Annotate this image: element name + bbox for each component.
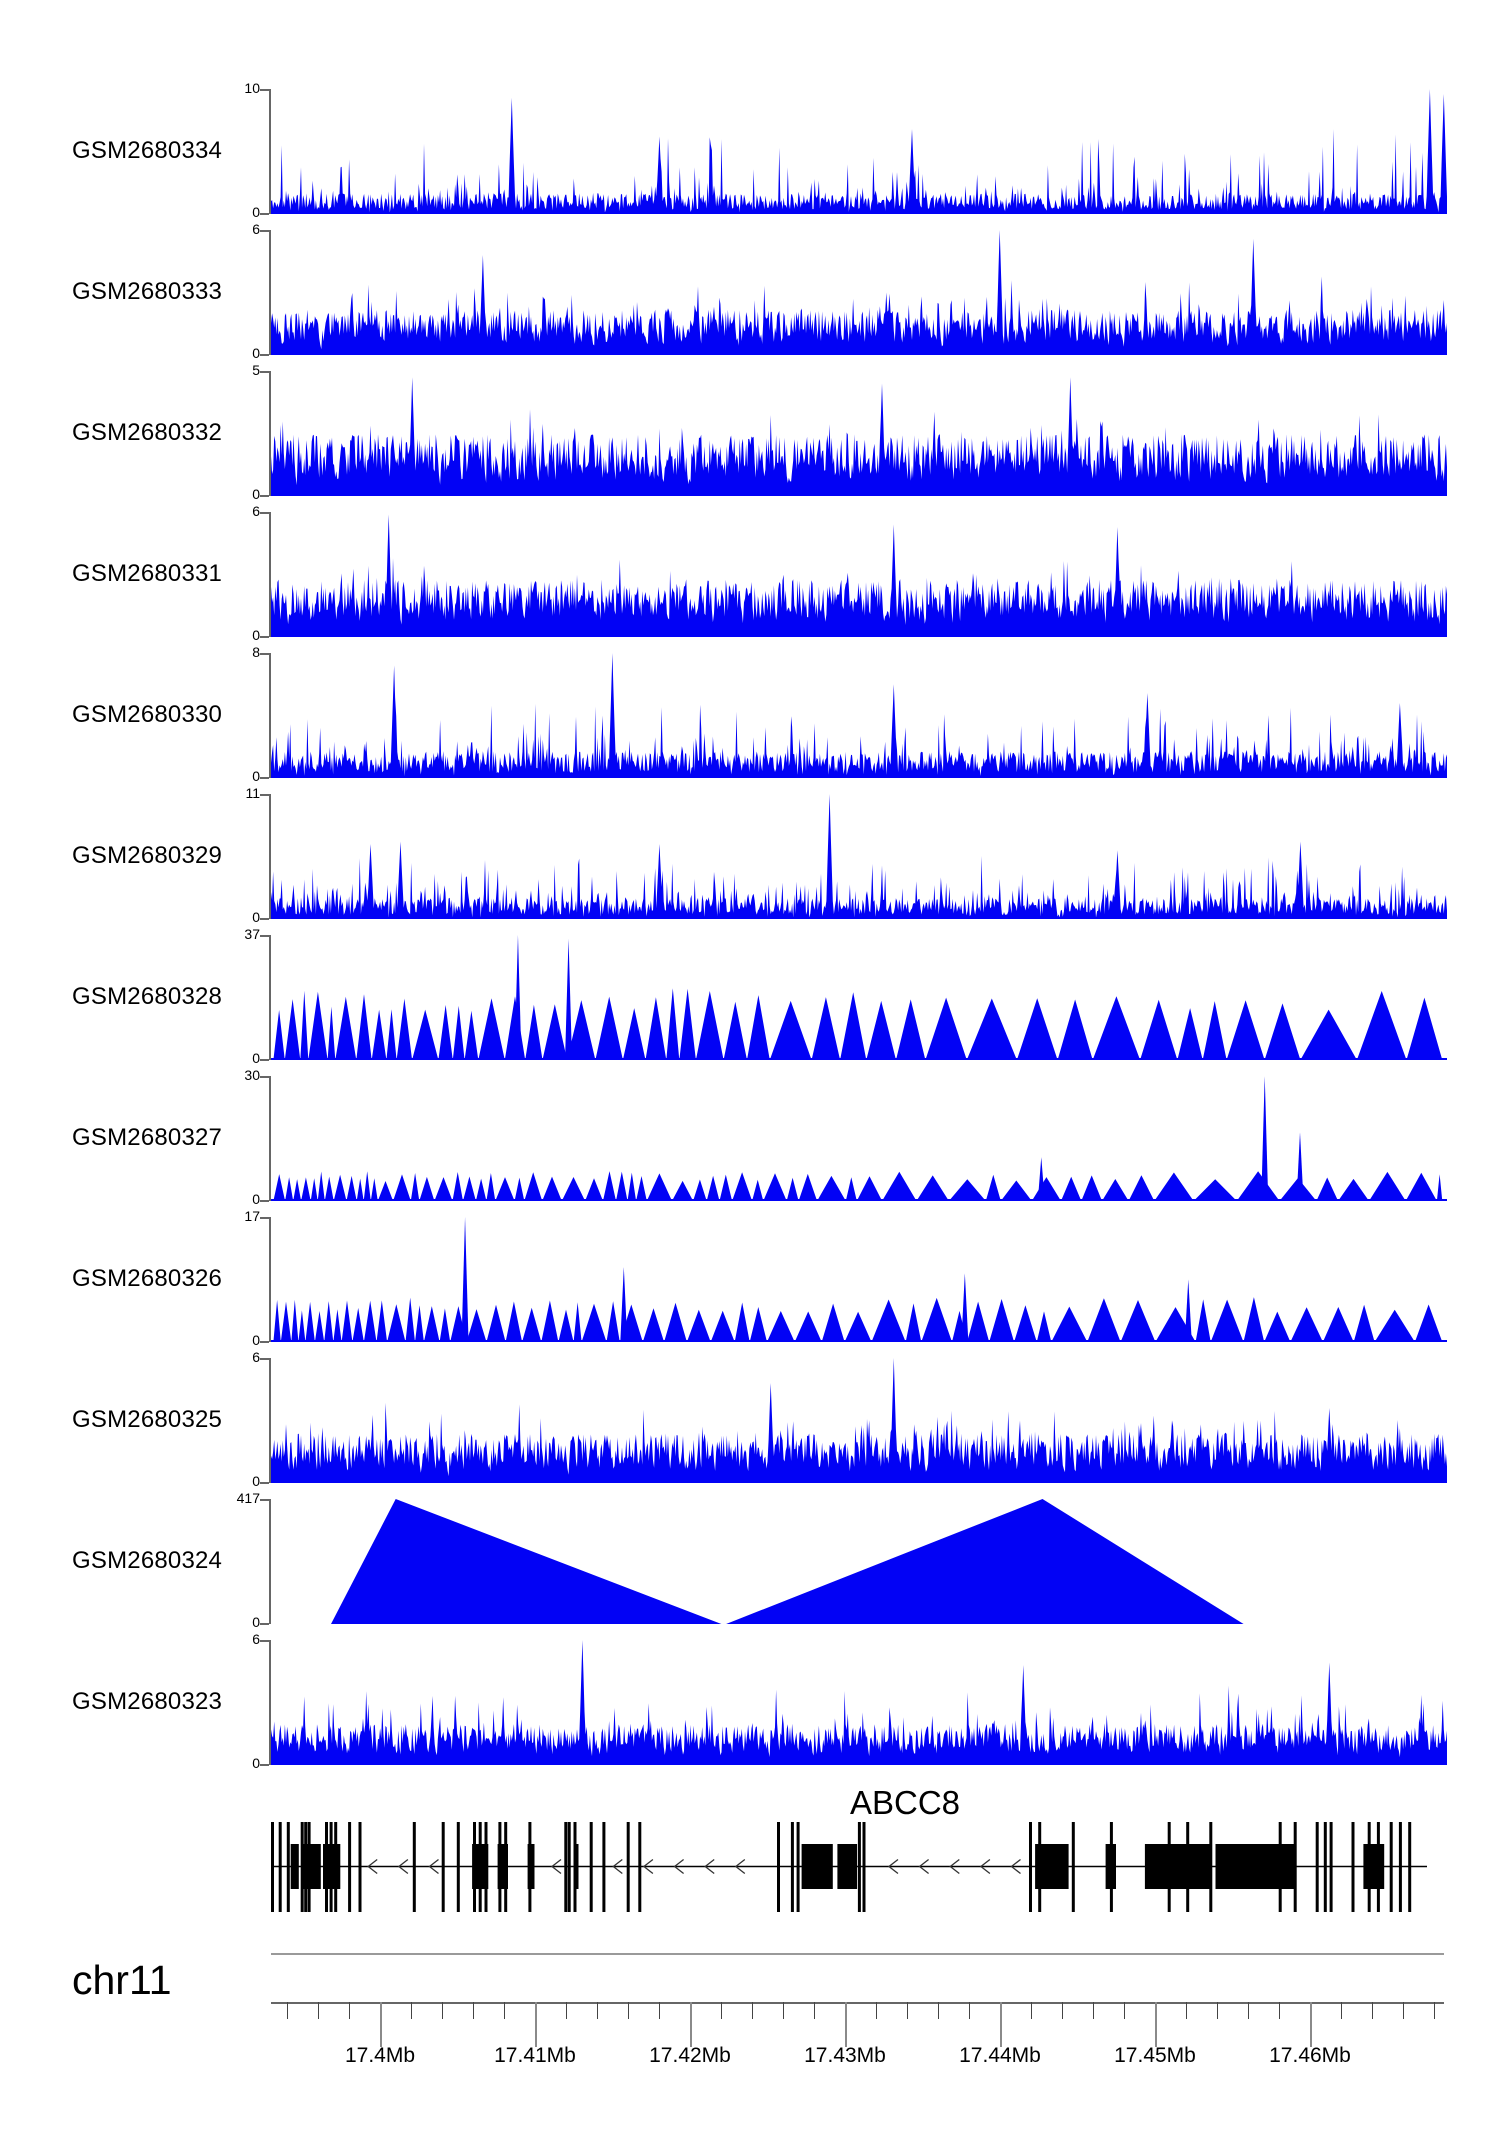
exon-line [442, 1822, 445, 1912]
exon-line [279, 1822, 282, 1912]
track-ymax-label: 17 [244, 1208, 260, 1224]
exon-box [1145, 1844, 1210, 1889]
axis-major-tick [1000, 2002, 1002, 2047]
axis-minor-tick [566, 2002, 567, 2019]
separator-line [271, 1953, 1444, 1955]
axis-minor-tick [1279, 2002, 1280, 2019]
axis-major-tick [845, 2002, 847, 2047]
track-ymax-tick [260, 1076, 269, 1078]
track-ymax-tick [260, 371, 269, 373]
coverage-waveform [271, 371, 1447, 497]
axis-minor-tick [783, 2002, 784, 2019]
axis-minor-tick [969, 2002, 970, 2019]
track-ymax-label: 10 [244, 80, 260, 96]
track-ymax-label: 6 [252, 1349, 260, 1365]
axis-tick-label: 17.46Mb [1269, 2044, 1351, 2067]
track-zero-tick [260, 1341, 269, 1343]
axis-minor-tick [628, 2002, 629, 2019]
exon-line [413, 1822, 416, 1912]
coverage-waveform [271, 89, 1447, 215]
track-zero-label: 0 [252, 627, 260, 643]
exon-line [1072, 1822, 1075, 1912]
coverage-waveform [271, 230, 1447, 356]
axis-minor-tick [411, 2002, 412, 2019]
exon-box [498, 1844, 508, 1889]
exon-box [323, 1844, 340, 1889]
track-zero-label: 0 [252, 909, 260, 925]
track-ymax-tick [260, 1217, 269, 1219]
exon-line [1399, 1822, 1402, 1912]
track-sample-label: GSM2680323 [72, 1688, 223, 1715]
track-zero-label: 0 [252, 1050, 260, 1066]
gene-model-diagram [271, 1815, 1447, 1925]
exon-line [359, 1822, 362, 1912]
exon-line [1330, 1822, 1333, 1912]
coverage-waveform [271, 1499, 1447, 1625]
track-ymax-tick [260, 512, 269, 514]
track-sample-label: GSM2680328 [72, 983, 223, 1010]
axis-minor-tick [814, 2002, 815, 2019]
axis-minor-tick [1372, 2002, 1373, 2019]
coverage-waveform [271, 1217, 1447, 1343]
track-zero-tick [260, 354, 269, 356]
axis-minor-tick [287, 2002, 288, 2019]
axis-minor-tick [318, 2002, 319, 2019]
axis-minor-tick [752, 2002, 753, 2019]
axis-minor-tick [504, 2002, 505, 2019]
axis-minor-tick [442, 2002, 443, 2019]
track-zero-tick [260, 918, 269, 920]
track-sample-label: GSM2680333 [72, 278, 223, 305]
track-sample-label: GSM2680334 [72, 137, 223, 164]
axis-minor-tick [1186, 2002, 1187, 2019]
axis-tick-label: 17.43Mb [804, 2044, 886, 2067]
chromosome-label: chr11 [72, 1957, 172, 2003]
track-zero-label: 0 [252, 1755, 260, 1771]
track-zero-tick [260, 777, 269, 779]
track-sample-label: GSM2680325 [72, 1406, 223, 1433]
axis-minor-tick [1062, 2002, 1063, 2019]
track-ymax-tick [260, 1499, 269, 1501]
exon-line [1352, 1822, 1355, 1912]
exon-box [1363, 1844, 1384, 1889]
track-zero-tick [260, 636, 269, 638]
track-ymax-tick [260, 89, 269, 91]
exon-line [777, 1822, 780, 1912]
track-zero-label: 0 [252, 768, 260, 784]
exon-box [1216, 1844, 1296, 1889]
exon-line [1390, 1822, 1393, 1912]
axis-tick-label: 17.4Mb [344, 2044, 416, 2067]
axis-tick-label: 17.41Mb [494, 2044, 576, 2067]
axis-minor-tick [1124, 2002, 1125, 2019]
exon-line [590, 1822, 593, 1912]
exon-line [863, 1822, 866, 1912]
axis-minor-tick [938, 2002, 939, 2019]
exon-box [1035, 1844, 1069, 1889]
exon-line [1029, 1822, 1032, 1912]
track-ymax-label: 30 [244, 1067, 260, 1083]
coverage-waveform [271, 1640, 1447, 1766]
track-zero-tick [260, 1764, 269, 1766]
exon-line [457, 1822, 460, 1912]
exon-box [1106, 1844, 1116, 1889]
exon-line [797, 1822, 800, 1912]
track-zero-label: 0 [252, 1332, 260, 1348]
axis-major-tick [1310, 2002, 1312, 2047]
track-zero-label: 0 [252, 1614, 260, 1630]
track-sample-label: GSM2680324 [72, 1547, 223, 1574]
track-ymax-tick [260, 1358, 269, 1360]
axis-minor-tick [1403, 2002, 1404, 2019]
track-zero-tick [260, 213, 269, 215]
track-ymax-label: 6 [252, 1631, 260, 1647]
track-zero-tick [260, 1200, 269, 1202]
coverage-waveform [271, 935, 1447, 1061]
track-zero-tick [260, 1059, 269, 1061]
track-zero-label: 0 [252, 486, 260, 502]
exon-line [564, 1822, 567, 1912]
axis-minor-tick [1093, 2002, 1094, 2019]
axis-tick-label: 17.45Mb [1114, 2044, 1196, 2067]
exon-line [602, 1822, 605, 1912]
track-ymax-label: 417 [236, 1490, 260, 1506]
axis-minor-tick [1248, 2002, 1249, 2019]
track-zero-tick [260, 495, 269, 497]
axis-minor-tick [473, 2002, 474, 2019]
track-ymax-label: 6 [252, 221, 260, 237]
coverage-waveform [271, 512, 1447, 638]
coverage-waveform [271, 653, 1447, 779]
exon-line [1316, 1822, 1319, 1912]
track-ymax-tick [260, 653, 269, 655]
track-zero-label: 0 [252, 1473, 260, 1489]
track-ymax-tick [260, 935, 269, 937]
track-zero-tick [260, 1482, 269, 1484]
track-sample-label: GSM2680329 [72, 842, 223, 869]
axis-minor-tick [1341, 2002, 1342, 2019]
coverage-waveform [271, 794, 1447, 920]
exon-box [528, 1844, 535, 1889]
track-sample-label: GSM2680330 [72, 701, 223, 728]
axis-tick-label: 17.42Mb [649, 2044, 731, 2067]
exon-box [301, 1844, 321, 1889]
track-ymax-label: 11 [245, 785, 260, 801]
axis-minor-tick [1217, 2002, 1218, 2019]
axis-minor-tick [349, 2002, 350, 2019]
exon-line [791, 1822, 794, 1912]
exon-line [638, 1822, 641, 1912]
track-zero-label: 0 [252, 204, 260, 220]
track-ymax-tick [260, 794, 269, 796]
exon-line [348, 1822, 351, 1912]
exon-line [1408, 1822, 1411, 1912]
exon-line [568, 1822, 571, 1912]
exon-line [627, 1822, 630, 1912]
track-ymax-label: 37 [244, 926, 260, 942]
track-sample-label: GSM2680326 [72, 1265, 223, 1292]
exon-box [291, 1844, 299, 1889]
exon-line [287, 1822, 290, 1912]
track-ymax-label: 5 [252, 362, 260, 378]
axis-minor-tick [659, 2002, 660, 2019]
genome-axis-line [271, 2002, 1444, 2004]
track-ymax-label: 8 [252, 644, 260, 660]
track-zero-label: 0 [252, 1191, 260, 1207]
axis-minor-tick [721, 2002, 722, 2019]
track-ymax-tick [260, 1640, 269, 1642]
track-ymax-tick [260, 230, 269, 232]
axis-major-tick [380, 2002, 382, 2047]
gene-name-label: ABCC8 [849, 1784, 961, 1821]
axis-minor-tick [876, 2002, 877, 2019]
exon-line [1209, 1822, 1212, 1912]
exon-line [858, 1822, 861, 1912]
exon-box [472, 1844, 488, 1889]
track-sample-label: GSM2680331 [72, 560, 223, 587]
axis-major-tick [535, 2002, 537, 2047]
exon-box [574, 1844, 579, 1889]
axis-minor-tick [1031, 2002, 1032, 2019]
axis-tick-label: 17.44Mb [959, 2044, 1041, 2067]
track-sample-label: GSM2680327 [72, 1124, 223, 1151]
exon-line [1324, 1822, 1327, 1912]
exon-line [271, 1822, 274, 1912]
coverage-waveform [271, 1358, 1447, 1484]
track-sample-label: GSM2680332 [72, 419, 223, 446]
axis-major-tick [690, 2002, 692, 2047]
coverage-waveform [271, 1076, 1447, 1202]
exon-box [802, 1844, 833, 1889]
axis-minor-tick [907, 2002, 908, 2019]
axis-major-tick [1155, 2002, 1157, 2047]
track-zero-label: 0 [252, 345, 260, 361]
track-zero-tick [260, 1623, 269, 1625]
exon-box [837, 1844, 857, 1889]
axis-minor-tick [1434, 2002, 1435, 2019]
track-ymax-label: 6 [252, 503, 260, 519]
axis-minor-tick [597, 2002, 598, 2019]
